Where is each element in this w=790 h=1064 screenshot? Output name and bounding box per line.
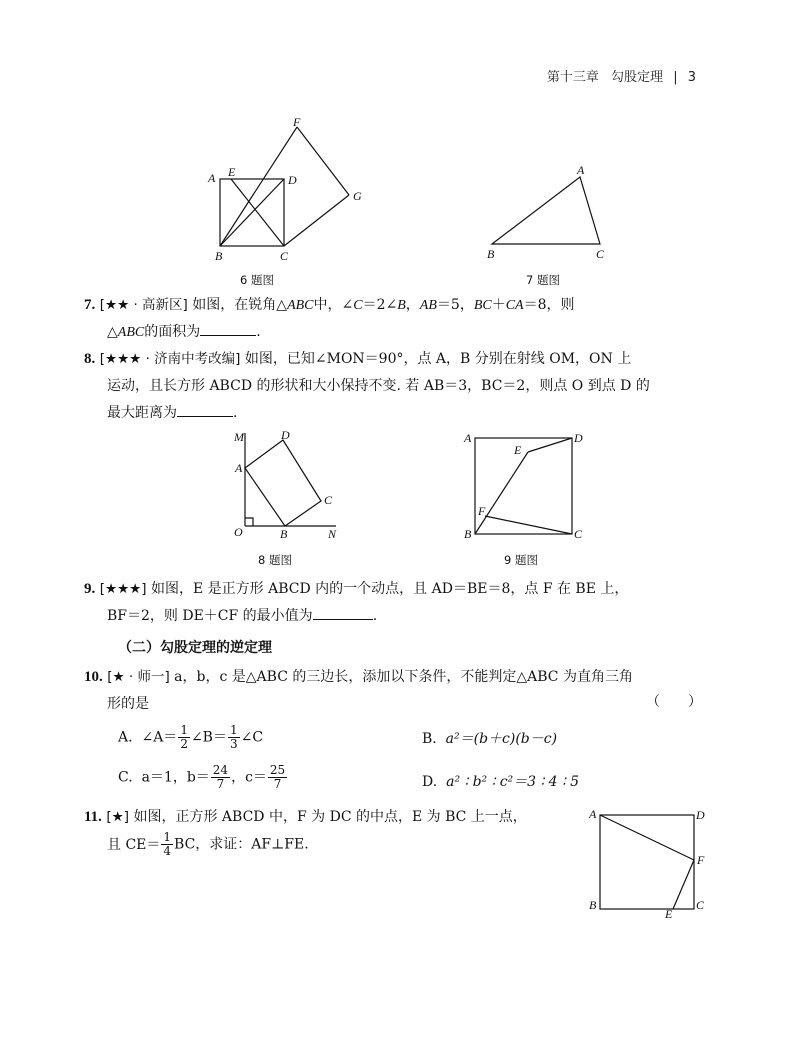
option-text: ∠B＝ xyxy=(190,729,227,746)
denominator: 4 xyxy=(163,844,172,858)
q7-text: ＝8，则 xyxy=(523,297,575,313)
square-abcd xyxy=(475,438,572,534)
figure-6 xyxy=(200,115,380,293)
figure-6-caption: 6 题图 xyxy=(240,273,274,287)
figure-7-caption: 7 题图 xyxy=(526,273,560,287)
q8-line2: 运动，且长方形 ABCD 的形状和大小保持不变. 若 AB＝3，BC＝2，则点 O 到点 D 的 xyxy=(107,378,650,394)
q7-text: 中，∠ xyxy=(313,297,354,313)
figure-7 xyxy=(480,160,620,293)
q7-text: ＋ xyxy=(491,297,506,313)
question-7 xyxy=(84,292,706,346)
q8-line1: 如图，已知∠MON＝90°，点 A，B 分别在射线 OM，ON 上 xyxy=(244,351,632,367)
page-header xyxy=(547,66,696,85)
answer-blank xyxy=(200,321,256,336)
figure-9-caption: 9 题图 xyxy=(504,553,538,567)
page-number: 3 xyxy=(687,70,696,85)
q7-text: 的面积为 xyxy=(144,324,201,340)
option-a xyxy=(118,724,263,751)
label-b: B xyxy=(464,527,472,541)
option-text: a＝1，b＝ xyxy=(141,769,210,786)
label-c: C xyxy=(324,493,333,507)
figure-9 xyxy=(460,430,600,573)
option-key: D. xyxy=(422,774,438,790)
option-text: a²＝(b＋c)(b－c) xyxy=(445,731,558,747)
label-f: F xyxy=(478,504,486,518)
figure-11 xyxy=(586,805,711,920)
label-a: A xyxy=(577,163,585,177)
label-a: A xyxy=(464,431,472,445)
label-a: A xyxy=(208,171,216,185)
question-8 xyxy=(84,346,706,427)
question-tag: [★★★] xyxy=(99,581,147,597)
square-abcd xyxy=(600,815,694,909)
label-c: C xyxy=(596,247,605,261)
option-key: B. xyxy=(422,731,437,747)
q7-var: ABC xyxy=(117,325,145,340)
option-key: A. xyxy=(118,729,133,746)
numerator: 24 xyxy=(212,763,229,777)
q7-text: ， xyxy=(405,297,420,313)
q7-var: CA xyxy=(505,298,524,313)
question-number: 10. xyxy=(84,669,103,685)
numerator: 25 xyxy=(269,763,286,777)
option-d xyxy=(422,771,579,791)
q7-var: B xyxy=(397,298,406,313)
label-n: N xyxy=(328,527,337,541)
q11-line1: 如图，正方形 ABCD 中，F 为 DC 的中点，E 为 BC 上一点， xyxy=(133,809,527,825)
figure-6-diagram xyxy=(200,115,380,293)
question-number: 7. xyxy=(84,297,96,313)
q8-end: . xyxy=(233,405,238,421)
header-separator: | xyxy=(673,70,678,85)
option-text: ∠C xyxy=(240,729,264,746)
denominator: 3 xyxy=(229,737,238,751)
label-b: B xyxy=(487,247,495,261)
question-number: 9. xyxy=(84,581,96,597)
figure-9-diagram xyxy=(460,430,600,573)
chapter-title: 勾股定理 xyxy=(611,70,664,85)
option-c xyxy=(118,764,288,791)
figure-8-caption: 8 题图 xyxy=(258,553,292,567)
q7-text: ＝2∠ xyxy=(362,297,398,313)
section-heading: （二）勾股定理的逆定理 xyxy=(118,640,272,656)
q9-line2: BF＝2，则 DE＋CF 的最小值为 xyxy=(107,608,313,624)
rectangle-abcd xyxy=(245,440,321,526)
q9-line1: 如图，E 是正方形 ABCD 内的一个动点，且 AD＝BE＝8，点 F 在 BE 上， xyxy=(151,581,629,597)
q11-text: 且 CE＝ xyxy=(107,836,161,853)
denominator: 7 xyxy=(216,777,225,791)
label-o: O xyxy=(234,525,243,539)
label-c: C xyxy=(574,527,583,541)
figure-8-diagram xyxy=(228,428,358,573)
fraction xyxy=(161,831,173,858)
q10-line1: a，b，c 是△ABC 的三边长，添加以下条件，不能判定△ABC 为直角三角 xyxy=(174,669,633,685)
label-g: G xyxy=(353,189,362,203)
numerator: 1 xyxy=(163,830,172,844)
question-number: 11. xyxy=(84,809,102,825)
option-text: ，c＝ xyxy=(231,769,267,786)
label-f: F xyxy=(293,115,301,129)
label-d: D xyxy=(574,431,583,445)
answer-blank xyxy=(177,402,233,417)
figure-8 xyxy=(228,428,358,573)
q7-var: ABC xyxy=(287,298,314,313)
question-tag: [★ · 师一] xyxy=(107,669,170,685)
option-b xyxy=(422,728,557,748)
question-tag: [★★★ · 济南中考改编] xyxy=(99,351,241,367)
label-b: B xyxy=(215,249,223,263)
fraction xyxy=(228,724,240,751)
numerator: 1 xyxy=(180,723,188,737)
label-b: B xyxy=(280,527,288,541)
question-11 xyxy=(84,804,570,859)
q7-var: BC xyxy=(473,298,492,313)
question-tag: [★] xyxy=(106,809,130,825)
numerator: 1 xyxy=(229,723,238,737)
question-tag: [★★ · 高新区] xyxy=(99,297,188,313)
q7-text: . xyxy=(256,324,261,340)
label-c: C xyxy=(696,898,705,912)
fraction xyxy=(211,764,230,791)
triangle-abc xyxy=(492,177,600,244)
label-m: M xyxy=(234,430,244,444)
q10-line2: 形的是 xyxy=(107,696,149,712)
question-number: 8. xyxy=(84,351,96,367)
q7-text: 如图，在锐角△ xyxy=(192,297,288,313)
figure-7-diagram xyxy=(480,160,620,293)
label-a: A xyxy=(589,807,597,821)
label-e: E xyxy=(514,443,522,457)
q7-var: C xyxy=(353,298,363,313)
q9-end: . xyxy=(372,608,378,624)
label-d: D xyxy=(281,428,290,442)
denominator: 7 xyxy=(273,777,282,791)
q7-text: △ xyxy=(107,324,118,340)
option-key: C. xyxy=(118,769,133,786)
q7-text: ＝5， xyxy=(436,297,474,313)
label-e: E xyxy=(665,907,673,921)
figure-11-diagram xyxy=(586,805,711,920)
label-d: D xyxy=(696,808,705,822)
chapter-label: 第十三章 xyxy=(546,70,599,85)
answer-blank xyxy=(313,605,373,620)
label-e: E xyxy=(228,165,236,179)
label-c: C xyxy=(280,249,289,263)
option-text: ∠A＝ xyxy=(141,729,178,746)
q7-var: AB xyxy=(419,298,437,313)
fraction xyxy=(268,764,287,791)
fraction xyxy=(178,724,190,751)
option-text: a² ∶ b² ∶ c²＝3 ∶ 4 ∶ 5 xyxy=(446,774,579,790)
question-10 xyxy=(84,664,706,718)
label-f: F xyxy=(697,853,705,867)
q11-text: BC，求证：AF⊥FE. xyxy=(174,836,309,853)
label-b: B xyxy=(589,898,597,912)
label-d: D xyxy=(288,173,297,187)
label-a: A xyxy=(235,461,243,475)
question-9 xyxy=(84,576,706,630)
q8-line3: 最大距离为 xyxy=(107,405,177,421)
denominator: 2 xyxy=(180,737,188,751)
answer-paren: （ ） xyxy=(646,694,702,710)
